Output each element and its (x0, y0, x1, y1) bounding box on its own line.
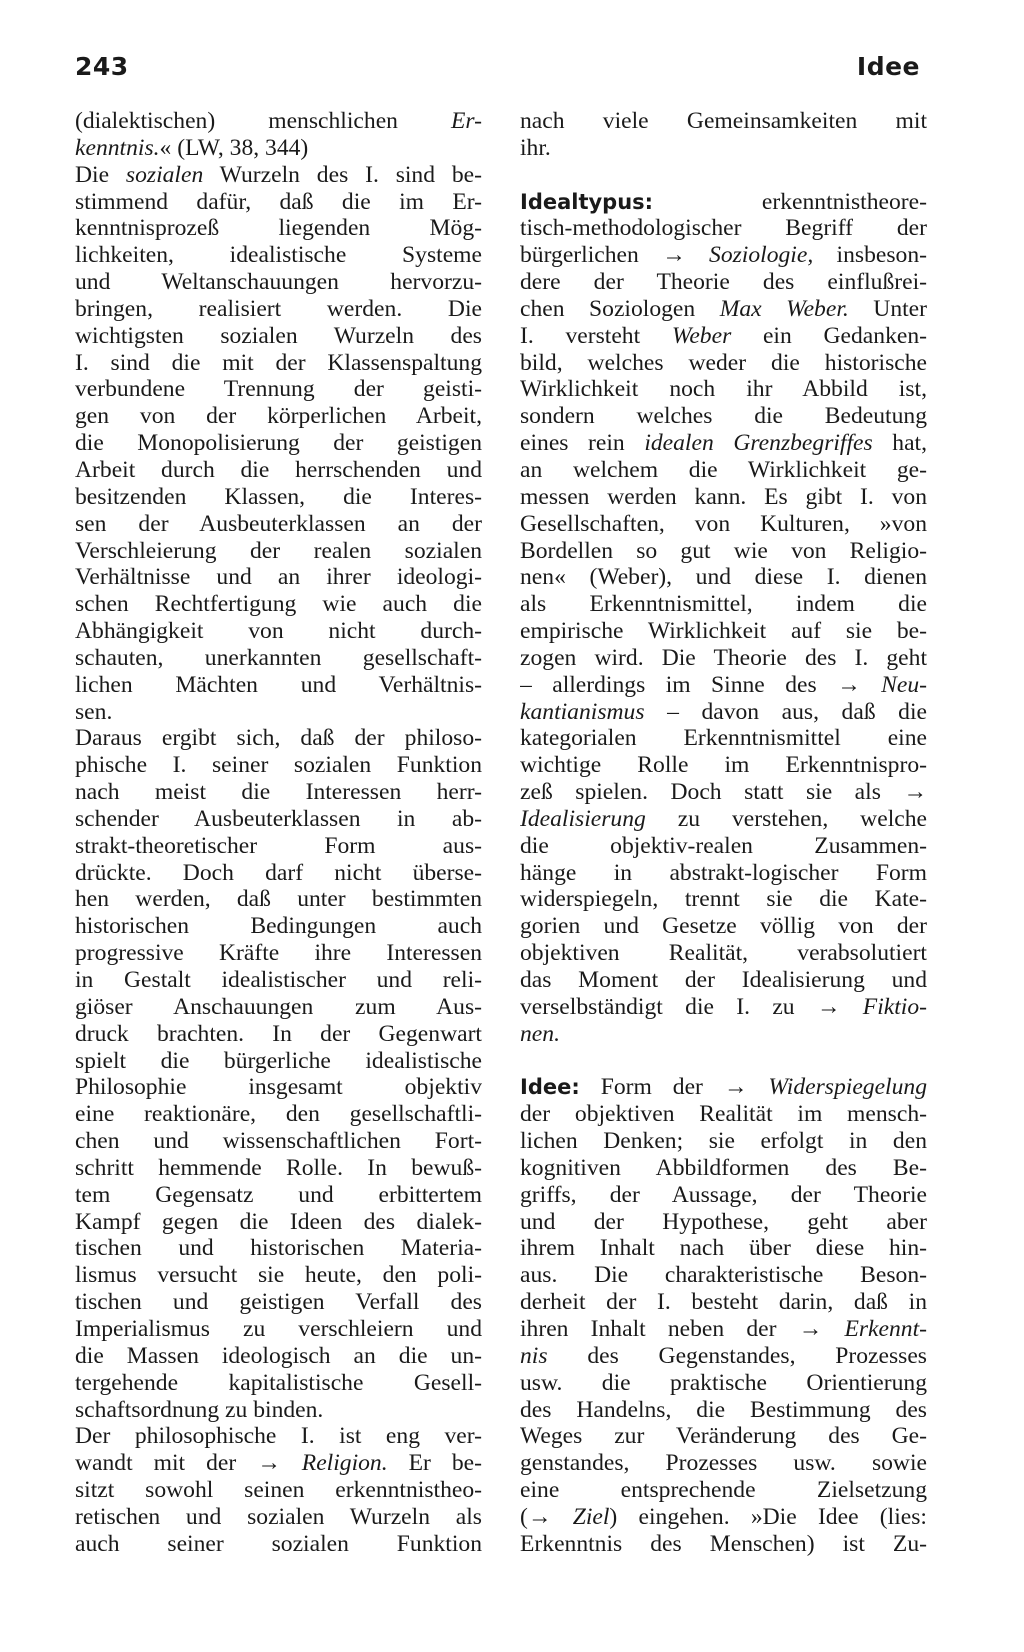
text-line (520, 940, 927, 967)
entry-gap (520, 162, 927, 189)
text-line (75, 618, 482, 645)
text-segment: objektiven Realität, verabsolutiert (520, 940, 927, 967)
text-segment: tischen und historischen Materia- (75, 1235, 482, 1262)
text-line (75, 752, 482, 779)
text-segment: Die (75, 161, 126, 188)
text-segment: besitzenden Klassen, die Interes- (75, 483, 482, 510)
text-segment: nach viele Gemeinsamkeiten mit (520, 108, 927, 134)
text-segment: eines rein (520, 430, 645, 457)
text-segment: Form der → (579, 1074, 769, 1101)
text-segment: kenntnisprozeß liegenden Mög- (75, 215, 482, 242)
text-segment: derheit der I. besteht darin, daß in (520, 1289, 927, 1316)
text-line (520, 725, 927, 752)
cross-reference-term: Religion. (301, 1450, 388, 1477)
text-line (520, 1316, 927, 1343)
text-line (75, 457, 482, 484)
text-line (520, 430, 927, 457)
left-text-column (75, 108, 482, 1558)
text-segment: verbundene Trennung der geisti- (75, 376, 482, 403)
text-segment: die Massen ideologisch an die un- (75, 1342, 482, 1369)
text-segment: Imperialismus zu verschleiern und (75, 1315, 482, 1342)
text-line (75, 1531, 482, 1558)
text-line (75, 376, 482, 403)
text-segment: zogen wird. Die Theorie des I. geht (520, 644, 927, 671)
text-line (520, 1531, 927, 1558)
text-segment: Er be- (387, 1450, 482, 1477)
text-segment: schauten, unerkannten gesellschaft- (75, 644, 482, 671)
text-segment: ein Gedanken- (731, 322, 927, 349)
text-line (520, 242, 927, 269)
text-line (520, 833, 927, 860)
text-line (520, 1289, 927, 1316)
text-line (75, 913, 482, 940)
text-segment: bürgerlichen → (520, 242, 710, 269)
text-segment: griffs, der Aussage, der Theorie (520, 1181, 927, 1208)
text-segment: giöser Anschauungen zum Aus- (75, 993, 482, 1020)
text-segment: wichtige Rolle im Erkenntnispro- (520, 752, 927, 779)
text-line (520, 967, 927, 994)
text-line (520, 1504, 927, 1531)
text-segment: schaftsordnung zu binden. (75, 1396, 324, 1423)
text-line (520, 189, 927, 216)
text-line (520, 779, 927, 806)
text-line (75, 725, 482, 752)
text-segment: das Moment der Idealisierung und (520, 967, 927, 993)
text-line (75, 215, 482, 242)
page-number: 243 (75, 52, 129, 81)
text-segment: ihren Inhalt neben der → (520, 1315, 845, 1342)
text-line (520, 108, 927, 135)
text-segment: retischen und sozialen Wurzeln als (75, 1503, 482, 1530)
text-segment: kognitiven Abbildformen des Be- (520, 1154, 927, 1181)
text-line (75, 994, 482, 1021)
text-line (75, 323, 482, 350)
text-line (75, 1343, 482, 1370)
text-line (520, 376, 927, 403)
text-segment: Wurzeln des I. sind be- (203, 161, 482, 188)
text-line (75, 591, 482, 618)
text-segment: tischen und geistigen Verfall des (75, 1289, 482, 1316)
text-segment: chen Soziologen (520, 295, 720, 322)
text-line (520, 296, 927, 323)
text-segment: Wirklichkeit noch ihr Abbild ist, (520, 376, 927, 403)
text-line (75, 1235, 482, 1262)
text-segment: sen der Ausbeuterklassen an der (75, 510, 482, 537)
text-segment: ihr. (520, 134, 551, 161)
text-segment: (dialektischen) menschlichen (75, 108, 452, 134)
text-segment: Erkenntnis des Menschen) ist Zu- (520, 1530, 927, 1557)
text-line (520, 1450, 927, 1477)
text-segment: « (LW, 38, 344) (159, 134, 309, 161)
text-line (520, 1477, 927, 1504)
text-line (520, 1262, 927, 1289)
text-line (75, 806, 482, 833)
cross-reference-term: Weber (671, 322, 732, 349)
text-line (520, 1182, 927, 1209)
text-segment: (→ (520, 1503, 573, 1530)
cross-reference-term: Max Weber. (719, 295, 849, 322)
cross-reference-term: nis (520, 1342, 548, 1369)
text-line (75, 1504, 482, 1531)
text-segment: hen werden, daß unter bestimmten (75, 886, 482, 913)
text-line (75, 699, 482, 726)
text-segment: widerspiegeln, trennt sie die Kate- (520, 886, 927, 913)
text-segment: historischen Bedingungen auch (75, 913, 482, 940)
text-line (75, 860, 482, 887)
text-line (520, 269, 927, 296)
text-line (75, 189, 482, 216)
text-line (75, 403, 482, 430)
text-segment: zu verstehen, welche (645, 805, 927, 832)
text-line (75, 108, 482, 135)
text-line (75, 162, 482, 189)
text-segment: ihrem Inhalt nach über diese hin- (520, 1235, 927, 1262)
text-segment: eine entsprechende Zielsetzung (520, 1477, 927, 1504)
text-segment: bringen, realisiert werden. Die (75, 295, 482, 322)
text-segment: – davon aus, daß die (644, 698, 927, 725)
text-line (75, 484, 482, 511)
right-text-column (520, 108, 927, 1558)
text-segment: phische I. seiner sozialen Funktion (75, 752, 482, 779)
text-segment: Arbeit durch die herrschenden und (75, 456, 482, 483)
text-segment: Verschleierung der realen sozialen (75, 537, 482, 564)
text-segment: nen« (Weber), und diese I. dienen (520, 564, 927, 591)
text-line (75, 1021, 482, 1048)
text-line (75, 1289, 482, 1316)
text-line (520, 323, 927, 350)
text-line (520, 1074, 927, 1101)
text-segment: Kampf gegen die Ideen des dialek- (75, 1208, 482, 1235)
text-line (520, 591, 927, 618)
text-line (520, 752, 927, 779)
text-line (75, 1370, 482, 1397)
text-line (75, 1316, 482, 1343)
text-segment: verselbständigt die I. zu → (520, 993, 863, 1020)
text-line (520, 1397, 927, 1424)
text-line (75, 1209, 482, 1236)
text-line (520, 538, 927, 565)
text-line (75, 1182, 482, 1209)
text-segment: als Erkenntnismittel, indem die (520, 591, 927, 618)
text-segment: chen und wissenschaftlichen Fort- (75, 1128, 482, 1155)
text-segment: des Gegenstandes, Prozesses (547, 1342, 927, 1369)
text-line (75, 242, 482, 269)
text-line (520, 403, 927, 430)
cross-reference-term: Ziel (572, 1503, 610, 1530)
cross-reference-term: kantianismus (520, 698, 645, 725)
text-segment: und der Hypothese, geht aber (520, 1208, 927, 1235)
text-segment: aus. Die charakteristische Beson- (520, 1262, 927, 1289)
text-line (75, 1074, 482, 1101)
text-segment: messen werden kann. Es gibt I. von (520, 483, 927, 510)
text-line (75, 1101, 482, 1128)
text-segment: insbeson- (813, 242, 927, 269)
text-segment: empirische Wirklichkeit auf sie be- (520, 618, 927, 645)
text-segment: usw. die praktische Orientierung (520, 1369, 927, 1396)
cross-reference-term: Erkennt- (844, 1315, 927, 1342)
text-segment: Weges zur Veränderung des Ge- (520, 1423, 927, 1450)
text-segment: schritt hemmende Rolle. In bewuß- (75, 1154, 482, 1181)
text-line (520, 350, 927, 377)
text-line (75, 1262, 482, 1289)
text-line (75, 940, 482, 967)
text-segment: ) eingehen. »Die Idee (lies: (609, 1503, 927, 1530)
text-segment: dere der Theorie des einflußrei- (520, 269, 927, 296)
text-line (75, 779, 482, 806)
text-line (520, 457, 927, 484)
text-segment: Philosophie insgesamt objektiv (75, 1074, 482, 1101)
cross-reference-term: Er- (451, 108, 482, 134)
text-segment: tem Gegensatz und erbittertem (75, 1181, 482, 1208)
text-line (520, 913, 927, 940)
text-line (75, 1155, 482, 1182)
text-line (520, 806, 927, 833)
text-line (520, 484, 927, 511)
text-line (520, 1209, 927, 1236)
text-segment: progressive Kräfte ihre Interessen (75, 940, 482, 967)
text-line (75, 672, 482, 699)
cross-reference-term: Soziologie, (709, 242, 814, 269)
text-segment: strakt-theoretischer Form aus- (75, 832, 482, 859)
text-line (75, 833, 482, 860)
text-segment: tergehende kapitalistische Gesell- (75, 1369, 482, 1396)
text-line (520, 215, 927, 242)
text-line (520, 1370, 927, 1397)
text-segment: I. sind die mit der Klassenspaltung (75, 349, 482, 376)
text-line (75, 1423, 482, 1450)
text-segment: drückte. Doch darf nicht überse- (75, 859, 482, 886)
entry-headword: Idee: (520, 1075, 580, 1100)
text-segment: wandt mit der → (75, 1450, 302, 1477)
text-line (520, 860, 927, 887)
text-segment: Daraus ergibt sich, daß der philoso- (75, 725, 482, 752)
text-line (75, 350, 482, 377)
text-segment: hänge in abstrakt-logischer Form (520, 859, 927, 886)
cross-reference-term: Neu- (881, 671, 927, 698)
text-line (75, 538, 482, 565)
cross-reference-term: sozialen (125, 161, 204, 188)
text-segment: sen. (75, 698, 113, 725)
text-segment: sitzt sowohl seinen erkenntnistheo- (75, 1477, 482, 1504)
text-segment: die objektiv-realen Zusammen- (520, 832, 927, 859)
text-line (520, 1343, 927, 1370)
text-line (520, 618, 927, 645)
entry-headword: Idealtypus: (520, 189, 654, 214)
text-line (520, 994, 927, 1021)
text-segment: gorien und Gesetze völlig von der (520, 913, 927, 940)
text-line (75, 511, 482, 538)
text-segment: sondern welches die Bedeutung (520, 403, 927, 430)
cross-reference-term: idealen Grenzbegriffes (644, 430, 873, 457)
text-line (520, 564, 927, 591)
text-line (75, 1450, 482, 1477)
text-segment: – allerdings im Sinne des → (520, 671, 882, 698)
text-segment: kategorialen Erkenntnismittel eine (520, 725, 927, 752)
cross-reference-term: Widerspiegelung (768, 1074, 927, 1101)
text-segment: lismus versucht sie heute, den poli- (75, 1262, 482, 1289)
text-segment: druck brachten. In der Gegenwart (75, 1020, 482, 1047)
text-line (75, 1397, 482, 1424)
text-segment: lichkeiten, idealistische Systeme (75, 242, 482, 269)
cross-reference-term: kenntnis. (75, 134, 160, 161)
text-segment: Der philosophische I. ist eng ver- (75, 1423, 482, 1450)
text-line (520, 511, 927, 538)
text-segment: bild, welches weder die historische (520, 349, 927, 376)
text-segment: und Weltanschauungen hervorzu- (75, 269, 482, 296)
text-segment: tisch-methodologischer Begriff der (520, 215, 927, 242)
text-segment: gen von der körperlichen Arbeit, (75, 403, 482, 430)
cross-reference-term: Idealisierung (520, 805, 646, 832)
text-segment: die Monopolisierung der geistigen (75, 430, 482, 457)
text-segment: der objektiven Realität im mensch- (520, 1101, 927, 1128)
text-segment: des Handelns, die Bestimmung des (520, 1396, 927, 1423)
cross-reference-term: Fiktio- (862, 993, 927, 1020)
text-line (520, 1155, 927, 1182)
text-line (75, 886, 482, 913)
text-line (520, 886, 927, 913)
text-segment: Unter (848, 295, 927, 322)
text-line (75, 564, 482, 591)
cross-reference-term: nen. (520, 1020, 560, 1047)
text-line (75, 269, 482, 296)
text-segment: Bordellen so gut wie von Religio- (520, 537, 927, 564)
text-segment: zeß spielen. Doch statt sie als → (520, 779, 927, 806)
text-line (520, 135, 927, 162)
text-segment: nach meist die Interessen herr- (75, 779, 482, 806)
text-line (520, 645, 927, 672)
text-segment: wichtigsten sozialen Wurzeln des (75, 322, 482, 349)
text-line (75, 135, 482, 162)
text-segment: Gesellschaften, von Kulturen, »von (520, 510, 927, 537)
text-line (520, 1423, 927, 1450)
text-line (520, 699, 927, 726)
running-title: Idee (856, 52, 920, 81)
text-segment: eine reaktionäre, den gesellschaftli- (75, 1101, 482, 1128)
text-line (75, 1477, 482, 1504)
text-segment: Abhängigkeit von nicht durch- (75, 618, 482, 645)
text-segment: auch seiner sozialen Funktion (75, 1530, 482, 1557)
text-line (75, 1128, 482, 1155)
text-line (520, 1101, 927, 1128)
text-segment: Verhältnisse und an ihrer ideologi- (75, 564, 482, 591)
text-segment: lichen Denken; sie erfolgt in den (520, 1128, 927, 1155)
text-segment: spielt die bürgerliche idealistische (75, 1047, 482, 1074)
text-segment: in Gestalt idealistischer und reli- (75, 967, 482, 993)
text-line (75, 296, 482, 323)
text-line (520, 1021, 927, 1048)
text-line (75, 430, 482, 457)
text-segment: erkenntnistheore- (653, 188, 927, 215)
text-line (520, 672, 927, 699)
text-segment: stimmend dafür, daß die im Er- (75, 188, 482, 215)
text-segment: schender Ausbeuterklassen in ab- (75, 805, 482, 832)
text-line (75, 967, 482, 994)
text-line (75, 645, 482, 672)
text-segment: schen Rechtfertigung wie auch die (75, 591, 482, 618)
text-segment: hat, (872, 430, 927, 457)
text-segment: lichen Mächten und Verhältnis- (75, 671, 482, 698)
text-line (75, 1048, 482, 1075)
entry-gap (520, 1048, 927, 1075)
text-segment: an welchem die Wirklichkeit ge- (520, 456, 927, 483)
text-line (520, 1128, 927, 1155)
text-line (520, 1235, 927, 1262)
text-segment: I. versteht (520, 322, 672, 349)
text-segment: genstandes, Prozesses usw. sowie (520, 1450, 927, 1477)
